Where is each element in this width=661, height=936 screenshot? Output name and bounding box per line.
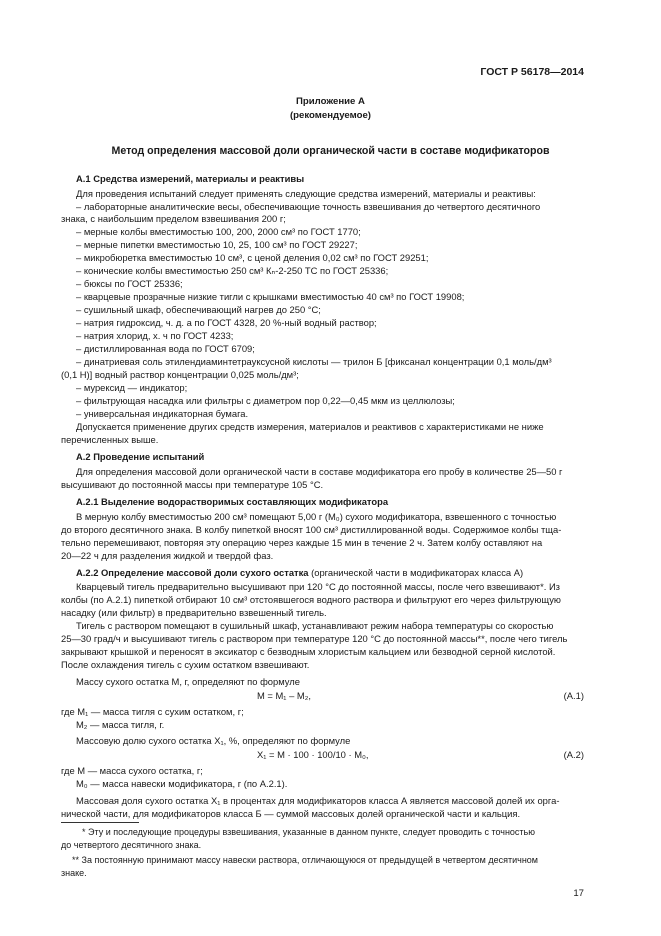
a22-p1-line3: насадку (или фильтр) в предварительно взвешенный тигель. — [61, 607, 327, 618]
a2-p1-line2: высушивают до постоянной массы при температуре 105 °С. — [61, 479, 324, 490]
a21-line3: тельно перемешивают, повторяя эту операцию через каждые 15 мин в течение 2 ч. Затем колбу оставляют на — [61, 537, 543, 548]
a22-p2-line2: 25—30 град/ч и высушивают тигель с раствором при температуре 120 °С до постоянной массы**, после чего тигель — [61, 633, 568, 644]
main-title: Метод определения массовой доли органической части в составе модификаторов — [111, 145, 550, 157]
a22-p1-line1: Кварцевый тигель предварительно высушивают при 120 °С до постоянной массы, после чего взвешивают*. Из — [76, 581, 560, 592]
a21-line1: В мерную колбу вместимостью 200 см³ помещают 5,00 г (M₀) сухого модификатора, взвешенного с точностью — [76, 511, 557, 522]
a22-heading-bold: А.2.2 Определение массовой доли сухого остатка — [76, 567, 309, 578]
list-item: – микробюретка вместимостью 10 см³, с ценой деления 0,02 см³ по ГОСТ 29251; — [76, 252, 429, 263]
section-a2-heading: А.2 Проведение испытаний — [76, 451, 205, 462]
appendix-title: Приложение А — [296, 96, 365, 107]
list-item: – мерные пипетки вместимостью 10, 25, 100 см³ по ГОСТ 29227; — [76, 239, 358, 250]
footnote-2-line1: ** За постоянную принимают массу навески раствора, отличающуюся от предыдущей в четвертом десятичном — [72, 855, 538, 865]
list-item: – фильтрующая насадка или фильтры с диаметром пор 0,22—0,45 мкм из целлюлозы; — [76, 395, 455, 406]
document-code: ГОСТ Р 56178—2014 — [480, 66, 584, 78]
a21-line2: до второго десятичного знака. В колбу пипеткой вносят 100 см³ дистиллированной воды. Содержимое колбы тща- — [61, 524, 562, 535]
a1-balance-line1: – лабораторные аналитические весы, обеспечивающие точность взвешивания до четвертого десятичного — [76, 201, 541, 212]
list-item: – мурексид — индикатор; — [76, 382, 188, 393]
page-number: 17 — [573, 888, 584, 899]
a21-line4: 20—22 ч для разделения жидкой и твердой фаз. — [61, 550, 274, 561]
where-m2: M₂ — масса тигля, г. — [76, 719, 165, 730]
a22-p2-line4: После охлаждения тигель с сухим остатком взвешивают. — [61, 659, 310, 670]
where-m0: M₀ — масса навески модификатора, г (по А.2.1). — [76, 778, 288, 789]
section-a1-heading: А.1 Средства измерений, материалы и реактивы — [76, 173, 305, 184]
a22-p2-line1: Тигель с раствором помещают в сушильный шкаф, устанавливают режим набора температуры со скоростью — [76, 620, 554, 631]
list-item: – бюксы по ГОСТ 25336; — [76, 278, 183, 289]
a22-heading-rest: (органической части в модификаторах класса А) — [308, 567, 524, 578]
formula-a2: X₁ = M · 100 · 100/10 · M₀, — [257, 749, 369, 760]
list-item: – мерные колбы вместимостью 100, 200, 2000 см³ по ГОСТ 1770; — [76, 226, 361, 237]
list-item: – натрия хлорид, х. ч по ГОСТ 4233; — [76, 330, 234, 341]
equation-number-a2: (А.2) — [563, 749, 584, 760]
appendix-subtitle: (рекомендуемое) — [289, 110, 371, 121]
list-item: – кварцевые прозрачные низкие тигли с крышками вместимостью 40 см³ по ГОСТ 19908; — [76, 291, 465, 302]
footnote-divider — [61, 822, 139, 823]
a22-p1-line2: колбы (по А.2.1) пипеткой отбирают 10 см³ отстоявшегося водного раствора и фильтруют его через фильтрующую — [61, 594, 561, 605]
a22-p2-line3: закрывают крышкой и переносят в эксикатор с безводным хлористым кальцием или безводной серной кислотой. — [61, 646, 556, 657]
section-a22-heading — [76, 566, 585, 579]
footnote-1-line2: до четвертого десятичного знака. — [61, 840, 202, 850]
list-item-trilon-line1: – динатриевая соль этилендиаминтетрауксусной кислоты — трилон Б [фиксанал концентрации 0,1 моль/дм³ — [76, 356, 552, 367]
a1-allowed-line2: перечисленных выше. — [61, 434, 159, 445]
mass-intro: Массу сухого остатка M, г, определяют по формуле — [76, 676, 300, 687]
footnote-2-line2: знаке. — [61, 868, 87, 878]
where-m1: где M₁ — масса тигля с сухим остатком, г; — [61, 706, 244, 717]
section-a21-heading: А.2.1 Выделение водорастворимых составляющих модификатора — [76, 496, 389, 507]
equation-number-a1: (А.1) — [563, 690, 584, 701]
list-item: – универсальная индикаторная бумага. — [76, 408, 249, 419]
a1-allowed-line1: Допускается применение других средств измерения, материалов и реактивов с характеристиками не ниже — [76, 421, 544, 432]
list-item: – сушильный шкаф, обеспечивающий нагрев до 250 °С; — [76, 304, 321, 315]
a1-intro: Для проведения испытаний следует применять следующие средства измерений, материалы и реактивы: — [76, 188, 536, 199]
final-line1: Массовая доля сухого остатка X₁ в процентах для модификаторов класса А является массовой долей их орга- — [76, 795, 560, 806]
list-item: – конические колбы вместимостью 250 см³ Кₙ-2-250 ТС по ГОСТ 25336; — [76, 265, 389, 276]
a2-p1-line1: Для определения массовой доли органической части в составе модификатора его пробу в количестве 25—50 г — [76, 466, 563, 477]
list-item: – дистиллированная вода по ГОСТ 6709; — [76, 343, 255, 354]
formula-a1: M = M₁ – M₂, — [257, 690, 311, 701]
final-line2: нической части, для модификаторов класса Б — суммой массовых долей органической части и кальция. — [61, 808, 521, 819]
list-item: – натрия гидроксид, ч. д. а по ГОСТ 4328, 20 %-ный водный раствор; — [76, 317, 377, 328]
a1-balance-line2: знака, с наибольшим пределом взвешивания 200 г; — [61, 213, 286, 224]
list-item-trilon-line2: (0,1 Н)] водный раствор концентрации 0,025 моль/дм³; — [61, 369, 299, 380]
where-m: где M — масса сухого остатка, г; — [61, 765, 203, 776]
fraction-intro: Массовую долю сухого остатка X₁, %, определяют по формуле — [76, 735, 351, 746]
footnote-1-line1: * Эту и последующие процедуры взвешивания, указанные в данном пункте, следует проводить с точностью — [82, 827, 535, 837]
